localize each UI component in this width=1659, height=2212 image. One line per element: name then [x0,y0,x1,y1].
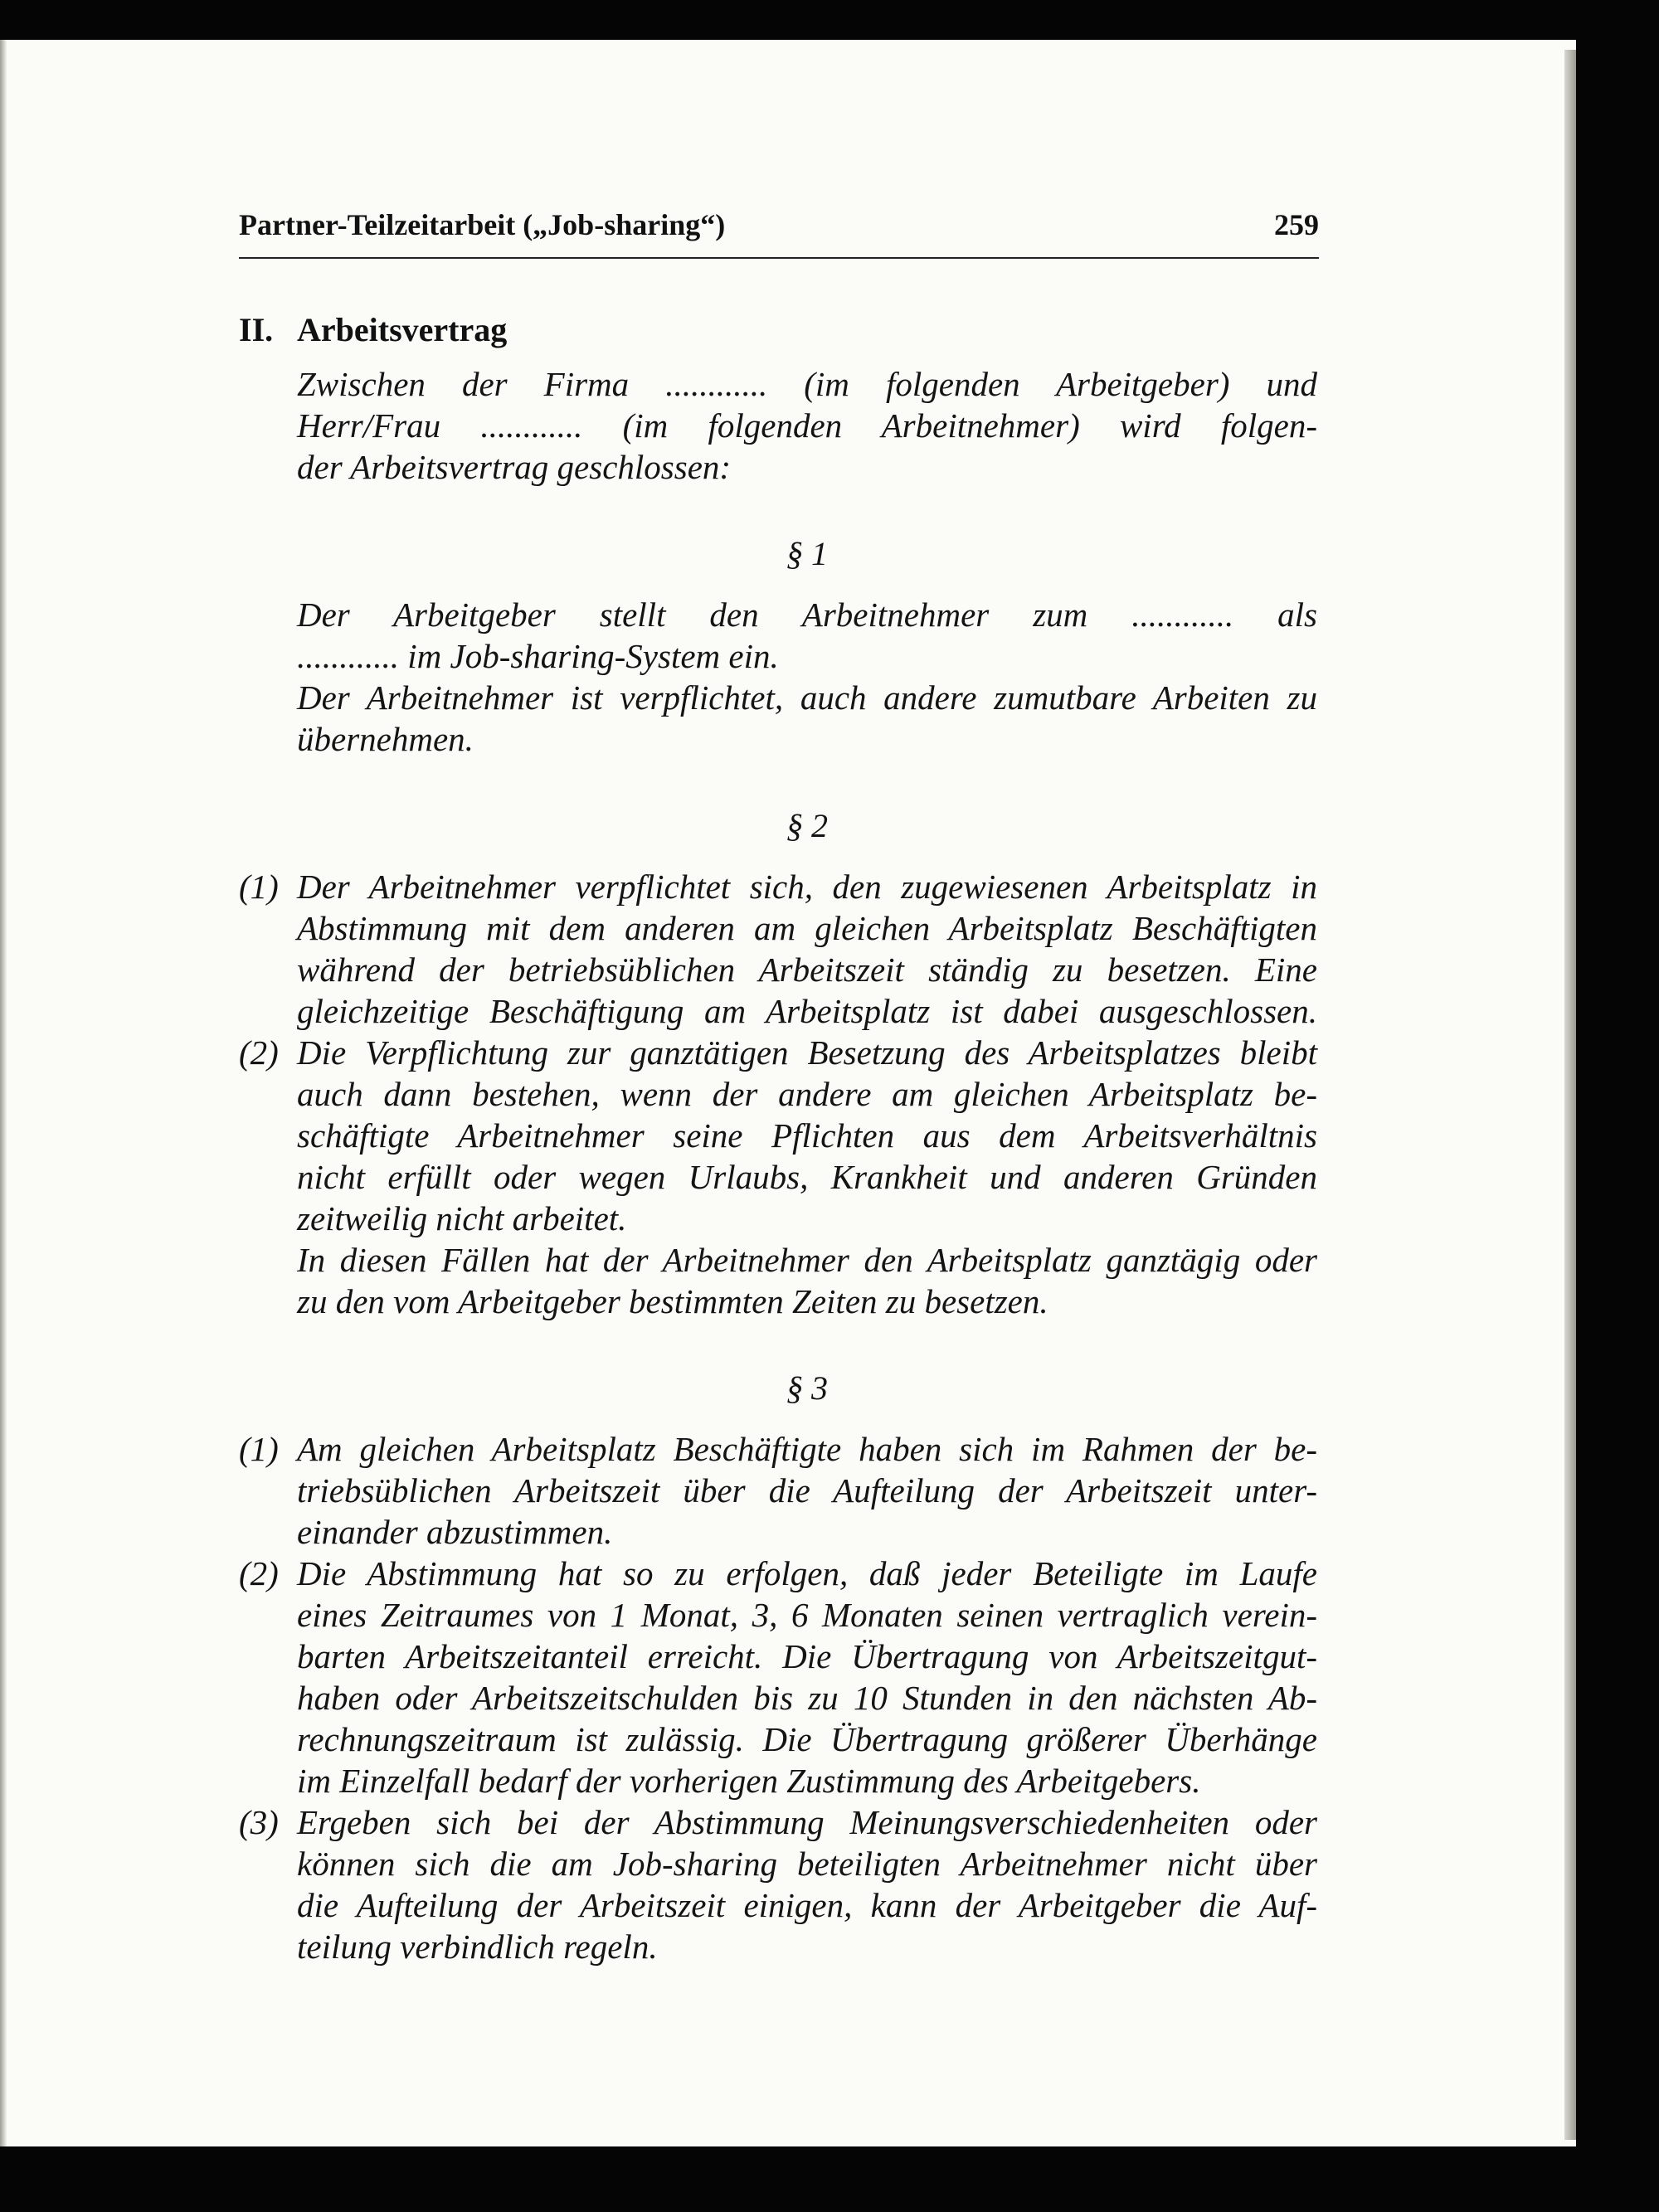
text-line: Zwischen der Firma ............ (im folgenden Arbeitgeber) und [297,365,1317,403]
contract-body [239,363,1317,1967]
text-line: übernehmen. [297,720,474,758]
clause-2-1 [239,866,1317,1032]
text-line: Der Arbeitgeber stellt den Arbeitnehmer zum ............ als [297,596,1317,634]
clause-2-2 [239,1032,1317,1322]
text-line: Ergeben sich bei der Abstimmung Meinungsverschiedenheiten oder [297,1803,1317,1841]
page-gutter-shadow [0,40,7,2146]
text-line: schäftigte Arbeitnehmer seine Pflichten aus dem Arbeitsverhältnis [297,1116,1317,1155]
text-line: Herr/Frau ............ (im folgenden Arbeitnehmer) wird folgen- [297,406,1317,445]
text-line: Abstimmung mit dem anderen am gleichen Arbeitsplatz Beschäftigten [297,909,1317,947]
text-line: Am gleichen Arbeitsplatz Beschäftigte haben sich im Rahmen der be- [297,1430,1317,1468]
section-number: II. [239,311,274,348]
text-line: Die Abstimmung hat so zu erfolgen, daß jeder Beteiligte im Laufe [297,1554,1317,1592]
text-line: zeitweilig nicht arbeitet. [297,1199,627,1237]
text-line: der Arbeitsvertrag geschlossen: [297,448,732,486]
section-heading [239,310,507,349]
paragraph-1-body [297,594,1317,760]
text-line: rechnungszeitraum ist zulässig. Die Übertragung größerer Überhänge [297,1720,1317,1758]
text-line: triebsüblichen Arbeitszeit über die Aufteilung der Arbeitszeit unter- [297,1471,1317,1510]
text-line: zu den vom Arbeitgeber bestimmten Zeiten zu besetzen. [297,1282,1048,1320]
paragraph-heading-3: § 3 [786,1369,828,1407]
text-line: Der Arbeitnehmer ist verpflichtet, auch andere zumutbare Arbeiten zu [297,678,1317,717]
text-line: Der Arbeitnehmer verpflichtet sich, den zugewiesenen Arbeitsplatz in [297,868,1317,906]
clause-3-2 [239,1553,1317,1801]
page-number: 259 [1274,208,1319,241]
text-line: Die Verpflichtung zur ganztätigen Besetzung des Arbeitsplatzes bleibt [297,1033,1317,1072]
text-line: barten Arbeitszeitanteil erreicht. Die Übertragung von Arbeitszeitgut- [297,1637,1317,1675]
clause-label: (1) [239,868,279,906]
section-title: Arbeitsvertrag [297,311,508,348]
clause-label: (1) [239,1430,279,1468]
paragraph-heading-1: § 1 [786,535,828,572]
text-line: einander abzustimmen. [297,1513,613,1551]
clause-label: (3) [239,1803,279,1841]
text-line: die Aufteilung der Arbeitszeit einigen, kann der Arbeitgeber die Auf- [297,1886,1317,1924]
text-line: während der betriebsüblichen Arbeitszeit ständig zu besetzen. Eine [297,950,1317,989]
clause-3-1 [239,1428,1317,1553]
clause-label: (2) [239,1554,279,1592]
intro-paragraph [297,363,1317,488]
text-line: nicht erfüllt oder wegen Urlaubs, Krankheit und anderen Gründen [297,1158,1317,1196]
text-line: ............ im Job-sharing-System ein. [297,637,779,675]
text-line: gleichzeitige Beschäftigung am Arbeitsplatz ist dabei ausgeschlossen. [297,992,1317,1030]
clause-label: (2) [239,1033,279,1072]
text-line: im Einzelfall bedarf der vorherigen Zustimmung des Arbeitgebers. [297,1762,1201,1800]
header-rule [239,257,1319,259]
paragraph-heading-2: § 2 [786,807,828,844]
running-title: Partner-Teilzeitarbeit („Job-sharing“) [239,208,726,241]
text-line: können sich die am Job-sharing beteiligten Arbeitnehmer nicht über [297,1845,1317,1883]
running-header [239,207,1319,242]
text-line: auch dann bestehen, wenn der andere am gleichen Arbeitsplatz be- [297,1075,1317,1113]
text-line: In diesen Fällen hat der Arbeitnehmer den Arbeitsplatz ganztägig oder [297,1241,1317,1279]
clause-3-3 [239,1801,1317,1967]
text-line: eines Zeitraumes von 1 Monat, 3, 6 Monaten seinen vertraglich verein- [297,1596,1317,1634]
page-edge [1564,50,1576,2140]
text-line: haben oder Arbeitszeitschulden bis zu 10 Stunden in den nächsten Ab- [297,1679,1317,1717]
text-line: teilung verbindlich regeln. [297,1928,658,1966]
